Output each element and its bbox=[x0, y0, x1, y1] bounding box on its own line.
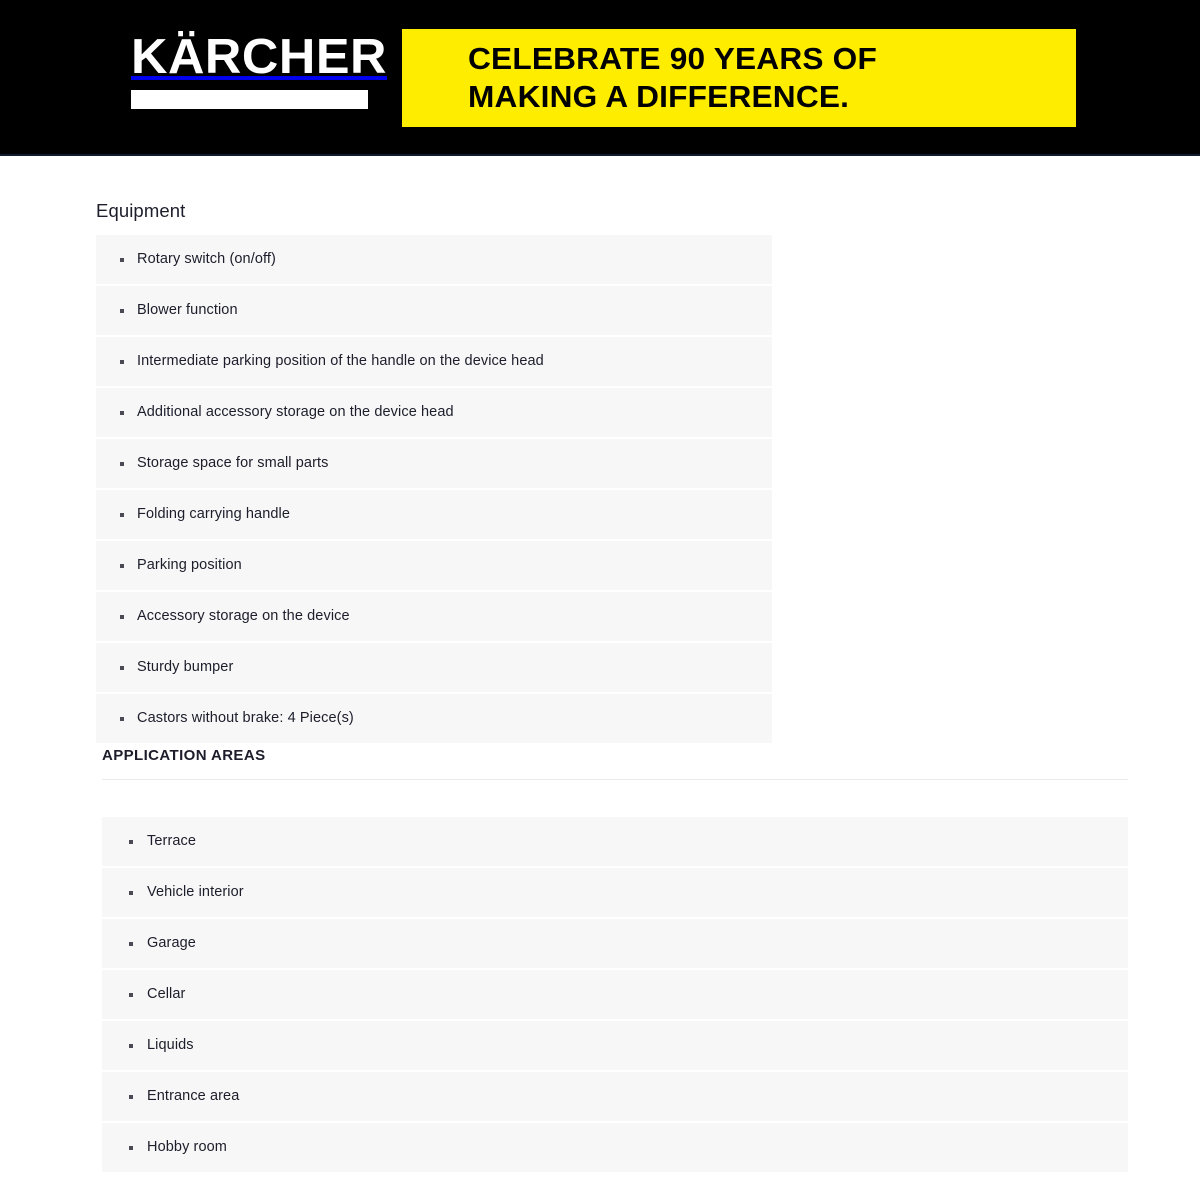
equipment-list-item-label: Intermediate parking position of the handle on the device head bbox=[137, 353, 544, 369]
application-areas-list-item bbox=[102, 1072, 1128, 1123]
anniversary-banner-line-2: MAKING A DIFFERENCE. bbox=[468, 79, 850, 114]
application-areas-list bbox=[102, 817, 1128, 1172]
equipment-list-item-label: Storage space for small parts bbox=[137, 455, 329, 471]
equipment-list-item-label: Castors without brake: 4 Piece(s) bbox=[137, 710, 354, 726]
application-areas-list-item-label: Garage bbox=[147, 935, 196, 951]
equipment-list-item bbox=[96, 235, 772, 286]
equipment-list-item-label: Blower function bbox=[137, 302, 238, 318]
equipment-list-item-label: Accessory storage on the device bbox=[137, 608, 350, 624]
equipment-list-item bbox=[96, 694, 772, 743]
equipment-list-item-label: Sturdy bumper bbox=[137, 659, 234, 675]
karcher-wordmark: KÄRCHER bbox=[131, 30, 387, 84]
application-areas-list-item bbox=[102, 1021, 1128, 1072]
site-header bbox=[0, 0, 1200, 156]
application-areas-list-item-label: Cellar bbox=[147, 986, 186, 1002]
application-areas-list-item-label: Liquids bbox=[147, 1037, 194, 1053]
equipment-list-item-label: Folding carrying handle bbox=[137, 506, 291, 522]
equipment-section-title: Equipment bbox=[96, 200, 186, 221]
equipment-list-item-label: Parking position bbox=[137, 557, 242, 573]
application-areas-list-item-label: Vehicle interior bbox=[147, 884, 244, 900]
application-areas-list-item-label: Hobby room bbox=[147, 1139, 227, 1155]
equipment-list-item bbox=[96, 541, 772, 592]
equipment-list-item bbox=[96, 592, 772, 643]
karcher-logo[interactable] bbox=[131, 30, 387, 109]
application-areas-list-item bbox=[102, 1123, 1128, 1172]
anniversary-banner-line-1: CELEBRATE 90 YEARS OF bbox=[468, 41, 877, 76]
application-areas-list-item bbox=[102, 919, 1128, 970]
application-areas-list-item-label: Entrance area bbox=[147, 1088, 240, 1104]
equipment-section bbox=[96, 200, 772, 743]
equipment-list-item bbox=[96, 286, 772, 337]
application-areas-list-item-label: Terrace bbox=[147, 833, 197, 849]
equipment-list-item bbox=[96, 439, 772, 490]
anniversary-banner[interactable] bbox=[402, 29, 1076, 127]
equipment-list-item-label: Rotary switch (on/off) bbox=[137, 251, 276, 267]
application-areas-section bbox=[102, 746, 1128, 1172]
application-areas-list-item bbox=[102, 868, 1128, 919]
application-areas-list-item bbox=[102, 970, 1128, 1021]
equipment-list-item bbox=[96, 643, 772, 694]
equipment-list-item bbox=[96, 337, 772, 388]
application-areas-section-title: APPLICATION AREAS bbox=[102, 746, 1128, 780]
equipment-list-item-label: Additional accessory storage on the device head bbox=[137, 404, 454, 420]
equipment-list bbox=[96, 235, 772, 743]
equipment-list-item bbox=[96, 388, 772, 439]
application-areas-list-item bbox=[102, 817, 1128, 868]
equipment-list-item bbox=[96, 490, 772, 541]
karcher-logo-bar bbox=[131, 90, 368, 109]
